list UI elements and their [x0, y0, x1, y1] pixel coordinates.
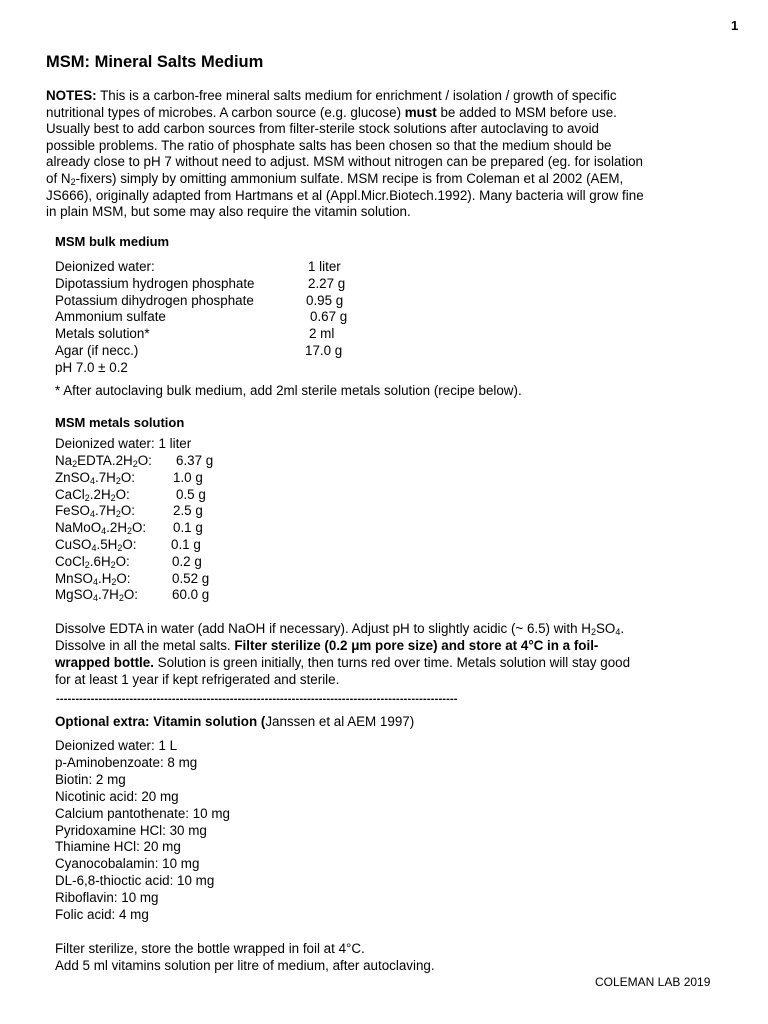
metals-row-formula: $MnSO_4.H_2O$:: [55, 570, 131, 587]
metals-instructions-line: Dissolve in all the metal salts. Filter sterilize (0.2 μm pore size) and store at 4°C in a foil-: [55, 638, 599, 653]
metals-instructions-line: for at least 1 year if kept refrigerated and sterile.: [55, 672, 340, 687]
notes-line: Usually best to add carbon sources from filter-sterile stock solutions after autoclaving to avoid: [46, 121, 599, 137]
notes-line: of $N_2-fixers$) simply by omitting ammonium sulfate. MSM recipe is from Coleman et al 2002 (AEM,: [46, 170, 624, 187]
vitamin-item: DL-6,8-thioctic acid: 10 mg: [55, 873, 215, 889]
metals-row-formula: $ZnSO_4.7H_2O$:: [55, 469, 135, 486]
metals-row-formula: $FeSO_4.7H_2O$:: [55, 503, 135, 520]
metals-row-amount: 0.2 g: [172, 553, 202, 569]
metals-row-amount: 0.5 g: [176, 486, 206, 502]
notes-line: NOTES: This is a carbon-free mineral salts medium for enrichment / isolation / growth of specific: [46, 88, 617, 103]
vitamin-item: Deionized water: 1 L: [55, 738, 178, 753]
metals-row-amount: 2.5 g: [173, 503, 203, 519]
metals-instructions-line: wrapped bottle. Solution is green initially, then turns red over time. Metals solution will stay good: [55, 655, 631, 670]
notes-line: already close to pH 7 without need to adjust. MSM without nitrogen can be prepared (eg. for isolation: [46, 154, 643, 170]
vitamin-item: Cyanocobalamin: 10 mg: [55, 856, 200, 872]
section-separator: --------------------------------------------------------------------------------------------------------: [56, 693, 458, 705]
metals-row-formula: $CaCl_2.2H_2O$:: [55, 486, 130, 503]
bulk-heading: MSM bulk medium: [55, 234, 170, 249]
vitamins-final-line: Filter sterilize, store the bottle wrapped in foil at 4°C.: [55, 941, 365, 956]
vitamin-item: p-Aminobenzoate: 8 mg: [55, 754, 198, 770]
bulk-row-name: Metals solution*: [55, 326, 150, 342]
vitamins-heading: Optional extra: Vitamin solution (Janssen et al AEM 1997): [55, 714, 415, 729]
bulk-row-name: Agar (if necc.): [55, 343, 139, 358]
metals-row-amount: 0.1 g: [173, 520, 203, 536]
bulk-row-amount: 2 ml: [309, 326, 335, 342]
vitamins-final-line: Add 5 ml vitamins solution per litre of medium, after autoclaving.: [55, 958, 435, 973]
metals-row-amount: 0.52 g: [172, 570, 210, 586]
bulk-row-amount: 0.67 g: [310, 309, 348, 325]
metals-row-formula: $Na_2EDTA.2H_2O$:: [55, 453, 152, 469]
notes-line: JS666), originally adapted from Hartmans et al (Appl.Micr.Biotech.1992). Many bacteria will grow fine: [46, 187, 644, 203]
metals-water: Deionized water: 1 liter: [55, 436, 192, 451]
bulk-footnote: * After autoclaving bulk medium, add 2ml sterile metals solution (recipe below).: [55, 383, 522, 398]
metals-row-amount: 6.37 g: [176, 453, 214, 468]
bulk-row-amount: 17.0 g: [305, 343, 343, 358]
bulk-row-amount: 1 liter: [308, 259, 341, 274]
vitamin-item: Biotin: 2 mg: [55, 771, 126, 787]
vitamin-item: Folic acid: 4 mg: [55, 907, 149, 922]
bulk-row-name: Dipotassium hydrogen phosphate: [55, 275, 255, 291]
notes-line: in plain MSM, but some may also require the vitamin solution.: [46, 204, 411, 220]
vitamin-item: Calcium pantothenate: 10 mg: [55, 805, 230, 821]
metals-row-amount: 60.0 g: [172, 587, 210, 603]
metals-row-formula: $MgSO_4.7H_2O$:: [55, 587, 138, 604]
metals-instructions-line: Dissolve EDTA in water (add NaOH if necessary). Adjust pH to slightly acidic (~ 6.5) with $H_2SO_4$.: [55, 621, 625, 637]
vitamin-item: Thiamine HCl: 20 mg: [55, 839, 181, 855]
metals-row-amount: 1.0 g: [173, 469, 203, 485]
page-title: MSM: Mineral Salts Medium: [46, 53, 264, 71]
vitamin-item: Riboflavin: 10 mg: [55, 890, 159, 906]
metals-row-formula: $CuSO_4.5H_2O$:: [55, 537, 137, 553]
notes-line: possible problems. The ratio of phosphate salts has been chosen so that the medium should be: [46, 137, 612, 153]
page-number: 1: [731, 18, 739, 33]
notes-label: NOTES:: [46, 88, 97, 103]
notes-line: nutritional types of microbes. A carbon source (e.g. glucose) must be added to MSM before use.: [46, 104, 617, 120]
vitamin-item: Pyridoxamine HCl: 30 mg: [55, 822, 207, 838]
notes-paragraph: [46, 88, 726, 221]
footer-label: COLEMAN LAB 2019: [595, 975, 711, 989]
bulk-row-name: Deionized water:: [55, 259, 155, 274]
bulk-row-amount: 0.95 g: [306, 292, 344, 308]
bulk-ph: pH 7.0 ± 0.2: [55, 360, 128, 375]
metals-row-formula: $NaMoO_4.2H_2O$:: [55, 520, 147, 537]
vitamin-item: Nicotinic acid: 20 mg: [55, 788, 179, 804]
bulk-row-amount: 2.27 g: [308, 275, 346, 291]
metals-row-amount: 0.1 g: [171, 537, 201, 552]
bulk-row-name: Potassium dihydrogen phosphate: [55, 292, 254, 308]
metals-row-formula: $CoCl_2.6H_2O$:: [55, 553, 130, 570]
metals-heading: MSM metals solution: [55, 415, 185, 430]
bulk-row-name: Ammonium sulfate: [55, 309, 166, 325]
